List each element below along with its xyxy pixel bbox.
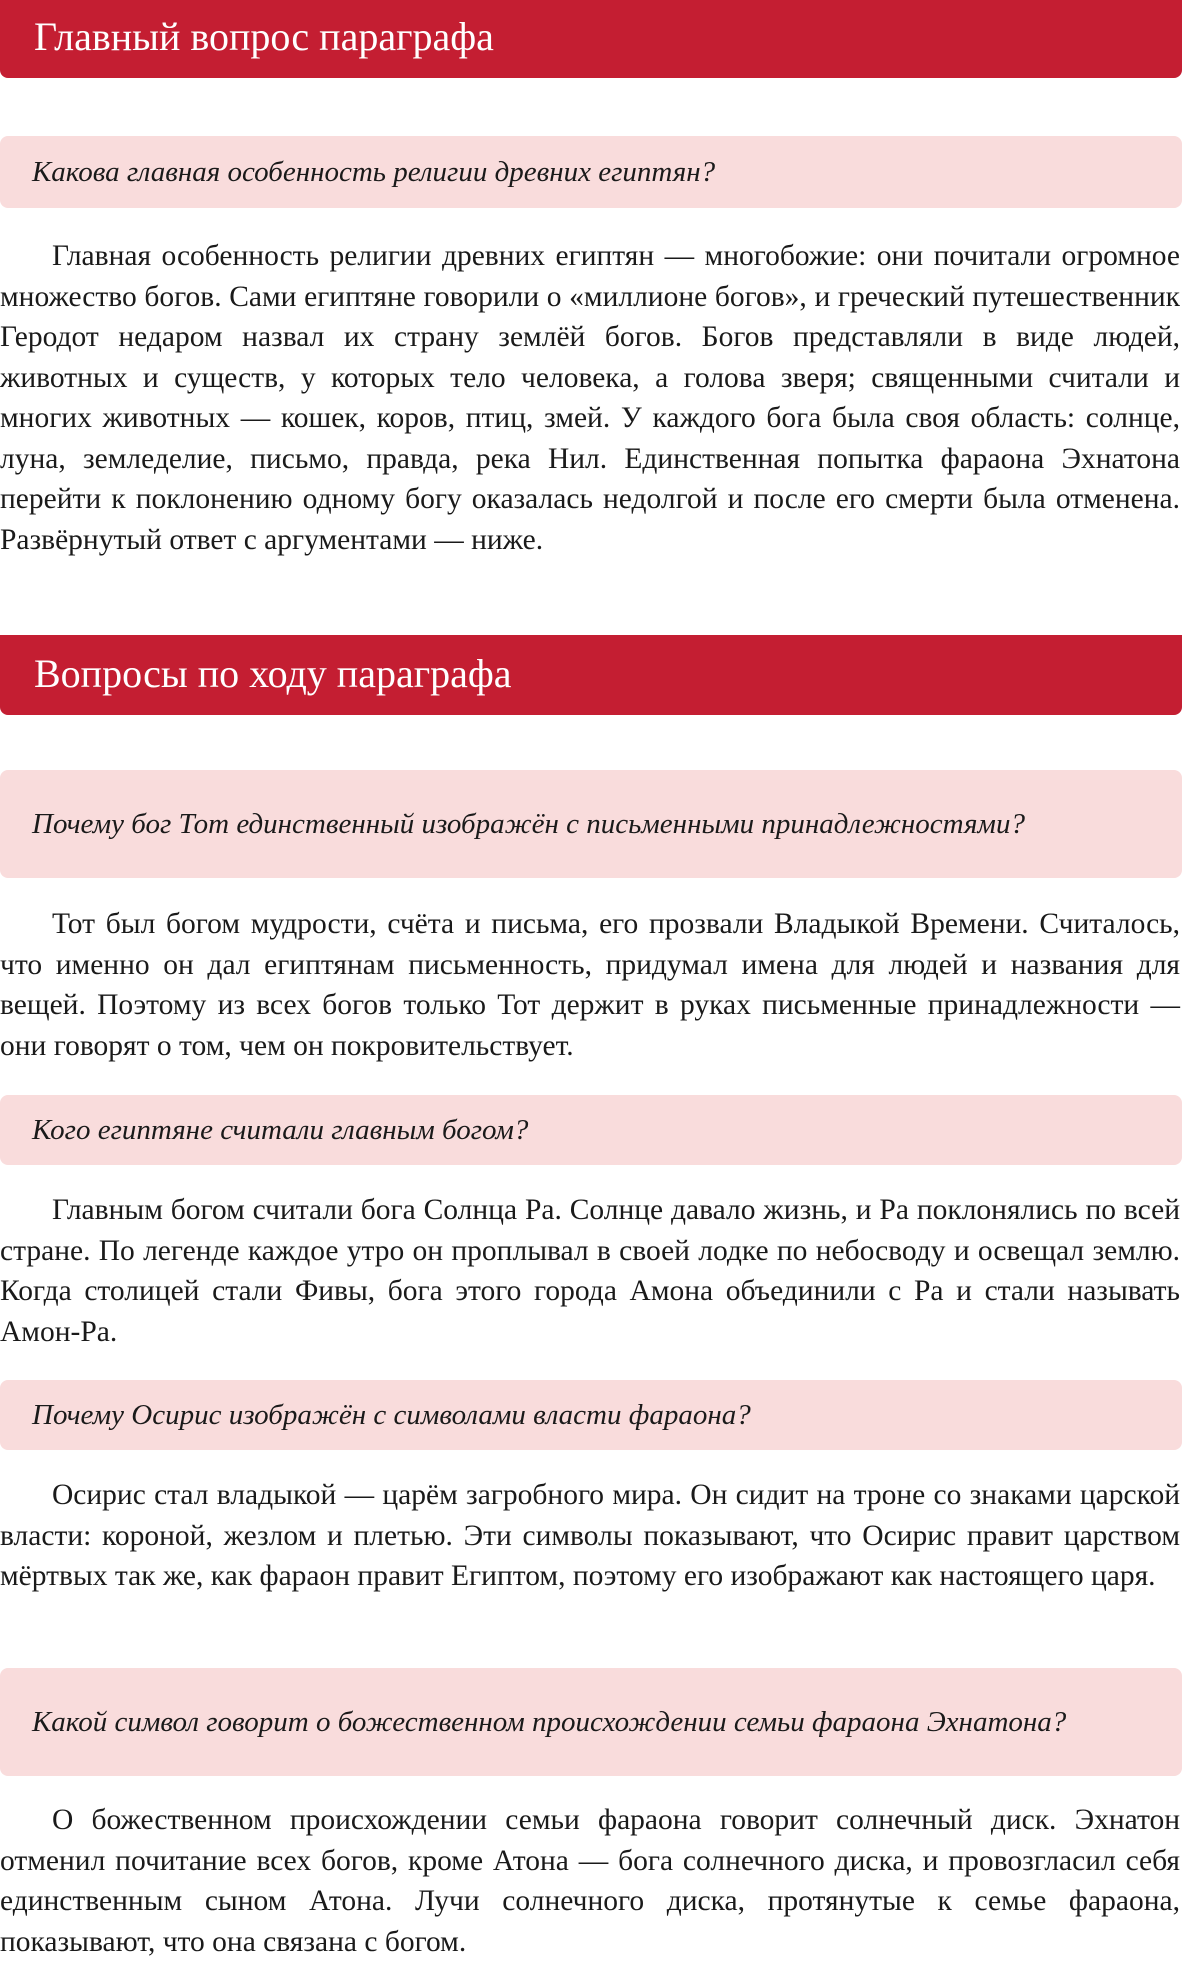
answer-text-4: О божественном происхождении семьи фараона говорит солнечный диск. Эхнатон отменил почитание всех богов, кроме Атона — бога солнечного диска, и провозгласил себя единственным сыном Атона. Лучи солнечного диска, протянутые к семье фараона, показывают, что она связана с богом. [0, 1804, 1180, 1958]
answer-text-2: Главным богом считали бога Солнца Ра. Солнце давало жизнь, и Ра поклонялись по всей стране. По легенде каждое утро он проплывал в своей лодке по небосводу и освещал землю. Когда столицей стали Фивы, бога этого города Амона объединили с Ра и стали называть Амон-Ра. [0, 1194, 1180, 1348]
main-question-box [0, 136, 1182, 208]
question-box-1 [0, 770, 1182, 878]
answer-text-1: Тот был богом мудрости, счёта и письма, его прозвали Владыкой Времени. Считалось, что именно он дал египтянам письменность, придумал имена для людей и названия для вещей. Поэтому из всех богов только Тот держит в руках письменные принадлежности — они говорят о том, чем он покровительствует. [0, 908, 1180, 1062]
question-text-4: Какой символ говорит о божественном происхождении семьи фараона Эхнатона? [32, 1706, 1067, 1738]
paragraph-questions-header: Вопросы по ходу параграфа [0, 635, 1182, 715]
question-text-2: Кого египтяне считали главным богом? [32, 1114, 529, 1146]
main-answer-text: Главная особенность религии древних египтян — многобожие: они почитали огромное множество богов. Сами египтяне говорили о «миллионе богов», и греческий путешественник Геродот недаром назвал их страну землёй богов. Богов представляли в виде людей, животных и существ, у которых тело человека, а голова зверя; священными считали и многих животных — кошек, коров, птиц, змей. У каждого бога была своя область: солнце, луна, земледелие, письмо, правда, река Нил. Единственная попытка фараона Эхнатона перейти к поклонению одному богу оказалась недолгой и после его смерти была отменена. Развёрнутый ответ с аргументами — ниже. [0, 240, 1180, 556]
question-text-1: Почему бог Тот единственный изображён с письменными принадлежностями? [32, 808, 1025, 840]
question-box-4 [0, 1668, 1182, 1776]
question-box-3 [0, 1380, 1182, 1450]
main-question-text: Какова главная особенность религии древних египтян? [32, 156, 716, 188]
question-box-2 [0, 1095, 1182, 1165]
answer-text-3: Осирис стал владыкой — царём загробного мира. Он сидит на троне со знаками царской власти: короной, жезлом и плетью. Эти символы показывают, что Осирис правит царством мёртвых так же, как фараон правит Египтом, поэтому его изображают как настоящего царя. [0, 1479, 1180, 1592]
question-text-3: Почему Осирис изображён с символами власти фараона? [32, 1399, 751, 1431]
main-question-header: Главный вопрос параграфа [0, 0, 1182, 78]
